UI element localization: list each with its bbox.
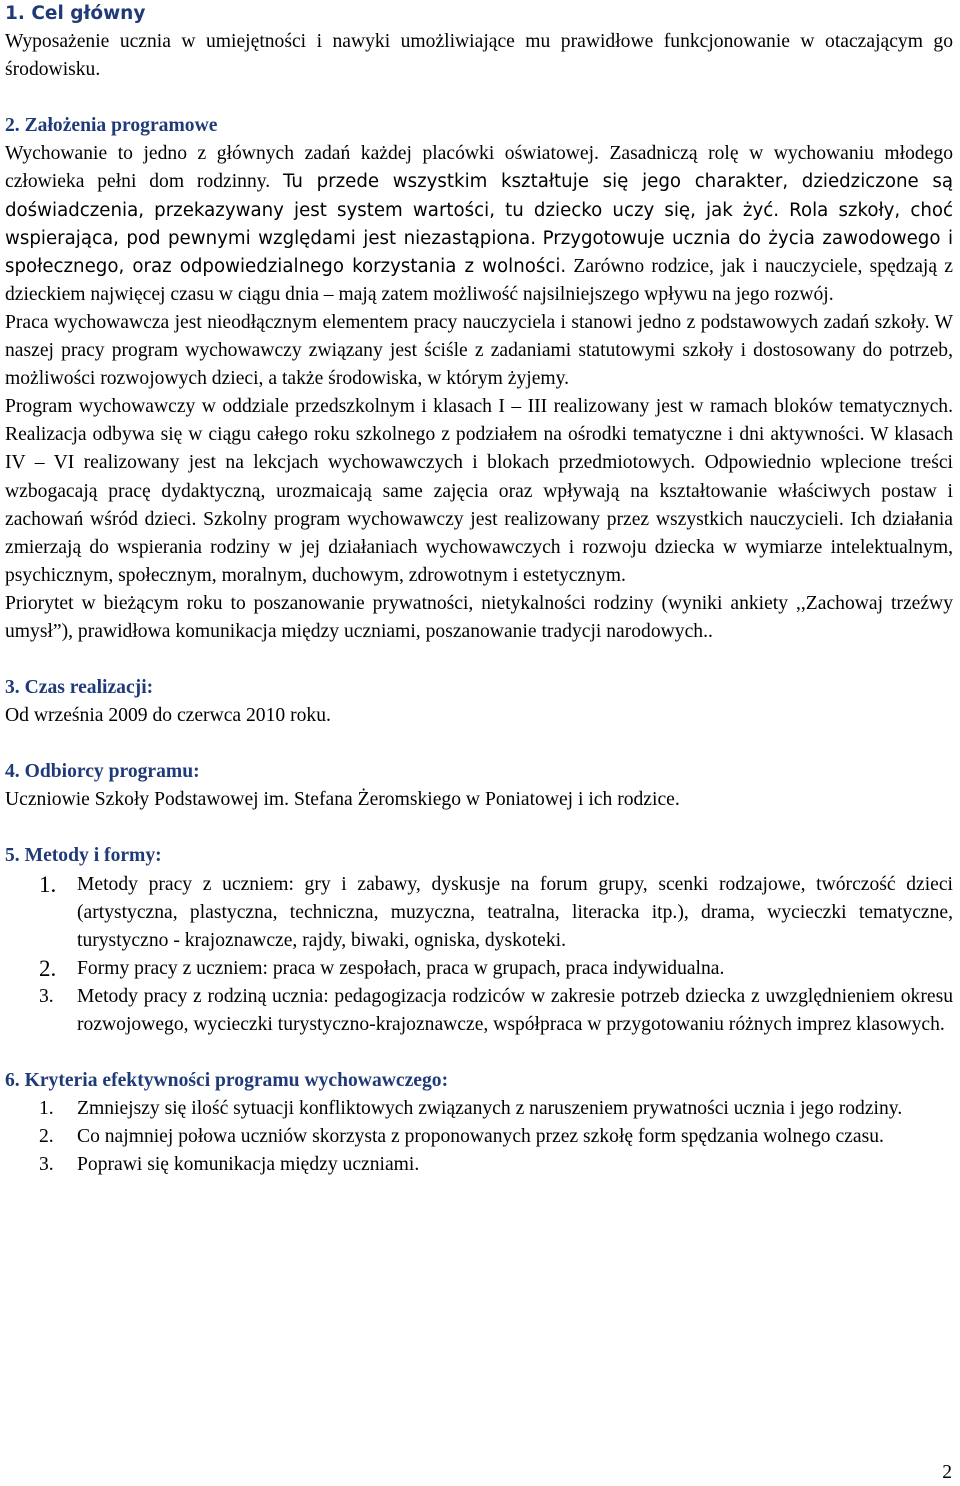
list-item-text: Co najmniej połowa uczniów skorzysta z proponowanych przez szkołę form spędzania wolnego czasu. [77, 1126, 884, 1148]
section-assumptions [5, 112, 953, 646]
methods-list [5, 871, 953, 1040]
text-run: W klasach IV – VI realizowany jest na lekcjach wychowawczych i blokach przedmiotowych. [5, 424, 953, 474]
section-criteria [5, 1067, 953, 1179]
list-item-text: Metody pracy z rodziną ucznia: pedagogizacja rodziców w zakresie potrzeb dziecka z uwzględnieniem okresu rozwojowego, wycieczki turystyczno-krajoznawcze, współpraca w przygotowaniu różnych imprez klasowych. [77, 985, 953, 1035]
text-run: Realizacja odbywa się w ciągu całego roku szkolnego z podziałem na ośrodki tematyczne i dni aktywności. [5, 424, 865, 446]
spacer [5, 730, 953, 758]
text-run: Odpowiednio wplecione treści wzbogacają pracę dydaktyczną, urozmaicają same zajęcia oraz wpływają na kształtowanie właściwych postaw i zachowań wśród dzieci. [5, 452, 953, 530]
list-number: 2. [39, 1126, 54, 1148]
paragraph [5, 140, 953, 309]
document-page [5, 0, 953, 1179]
section-timeframe [5, 674, 953, 730]
text-run: Wychowanie to jedno z głównych zadań każdej placówki oświatowej. Zasadniczą rolę w wychowaniu młodego człowieka pełni dom rodzinny. [5, 143, 953, 193]
paragraph [5, 309, 953, 393]
page-number: 2 [942, 1462, 952, 1483]
list-item-text: Poprawi się komunikacja między uczniami. [77, 1154, 420, 1176]
spacer [5, 84, 953, 112]
list-number: 1. [39, 1098, 54, 1120]
text-run: W naszej pracy program wychowawczy związany jest ściśle z zadaniami statutowymi szkoły i dostosowany do potrzeb, możliwości rozwojowych dzieci, a także środowiska, w którym żyjemy. [5, 311, 953, 390]
paragraph: Wyposażenie ucznia w umiejętności i nawyki umożliwiające mu prawidłowe funkcjonowanie w otaczającym go środowisku. [5, 31, 953, 81]
text-run: Szkolny program wychowawczy jest realizowany przez wszystkich nauczycieli. [203, 508, 844, 530]
paragraph: Uczniowie Szkoły Podstawowej im. Stefana Żeromskiego w Poniatowej i ich rodzice. [5, 789, 680, 811]
list-number: 2. [39, 955, 57, 981]
list-item-text: Formy pracy z uczniem: praca w zespołach, praca w grupach, praca indywidualna. [77, 957, 725, 979]
text-run: Praca wychowawcza jest nieodłącznym elementem pracy nauczyciela i stanowi jedno z podstawowych zadań szkoły. [5, 311, 930, 333]
list-item [5, 1095, 953, 1123]
text-run: Program wychowawczy w oddziale przedszkolnym i klasach I – III realizowany jest w ramach bloków tematycznych. [5, 396, 953, 418]
section-heading: 2. Założenia programowe [5, 115, 218, 137]
list-number: 1. [39, 871, 57, 897]
section-methods [5, 842, 953, 1039]
section-heading: 3. Czas realizacji: [5, 677, 154, 699]
section-heading: 5. Metody i formy: [5, 845, 162, 867]
section-heading: 6. Kryteria efektywności programu wychowawczego: [5, 1070, 449, 1092]
spacer [5, 646, 953, 674]
list-item [5, 955, 953, 983]
section-recipients [5, 758, 953, 814]
text-run: Zarówno rodzice, jak i nauczyciele, spędzają z dzieckiem najwięcej czasu w ciągu dnia – mają zatem możliwość najsilniejszego wpływu na jego rozwój. [5, 255, 953, 305]
text-run: Ich działania zmierzają do wspierania rodziny w jej działaniach wychowawczych i rozwoju dziecka w wymiarze intelektualnym, psychicznym, społecznym, moralnym, duchowym, zdrowotnym i estetycznym. [5, 508, 953, 586]
list-item [5, 1151, 953, 1179]
text-run: Tu przede wszystkim kształtuje się jego charakter, dziedziczone są doświadczenia, przekazywany jest system wartości, tu dziecko uczy się, jak żyć. Rola szkoły, choć wspierająca, pod pewnymi względami jest niezastąpiona. [5, 171, 953, 249]
spacer [5, 814, 953, 842]
list-item-text: Zmniejszy się ilość sytuacji konfliktowych związanych z naruszeniem prywatności ucznia i jego rodziny. [77, 1098, 903, 1120]
list-number: 3. [39, 1154, 54, 1176]
spacer [5, 1039, 953, 1067]
list-item [5, 1123, 953, 1151]
paragraph [5, 393, 953, 590]
list-number: 3. [39, 985, 54, 1007]
section-goal [5, 0, 953, 84]
list-item-text: Metody pracy z uczniem: gry i zabawy, dyskusje na forum grupy, scenki rodzajowe, twórczość dzieci (artystyczna, plastyczna, techniczna, muzyczna, teatralna, literacka itp.), drama, wycieczki tematyczne, turystyczno - krajoznawcze, rajdy, biwaki, ogniska, dyskoteki. [77, 873, 953, 951]
criteria-list [5, 1095, 953, 1179]
paragraph: Priorytet w bieżącym roku to poszanowanie prywatności, nietykalności rodziny (wyniki ankiety ,,Zachowaj trzeźwy umysł”), prawidłowa komunikacja między uczniami, poszanowanie tradycji narodowych.. [5, 592, 953, 642]
paragraph: Od września 2009 do czerwca 2010 roku. [5, 705, 331, 727]
section-heading: 1. Cel główny [5, 3, 146, 24]
list-item [5, 983, 953, 1039]
section-heading: 4. Odbiorcy programu: [5, 761, 200, 783]
text-run: Przygotowuje ucznia do życia zawodowego i społecznego, oraz odpowiedzialnego korzystania z wolności. [5, 227, 953, 277]
list-item [5, 871, 953, 955]
